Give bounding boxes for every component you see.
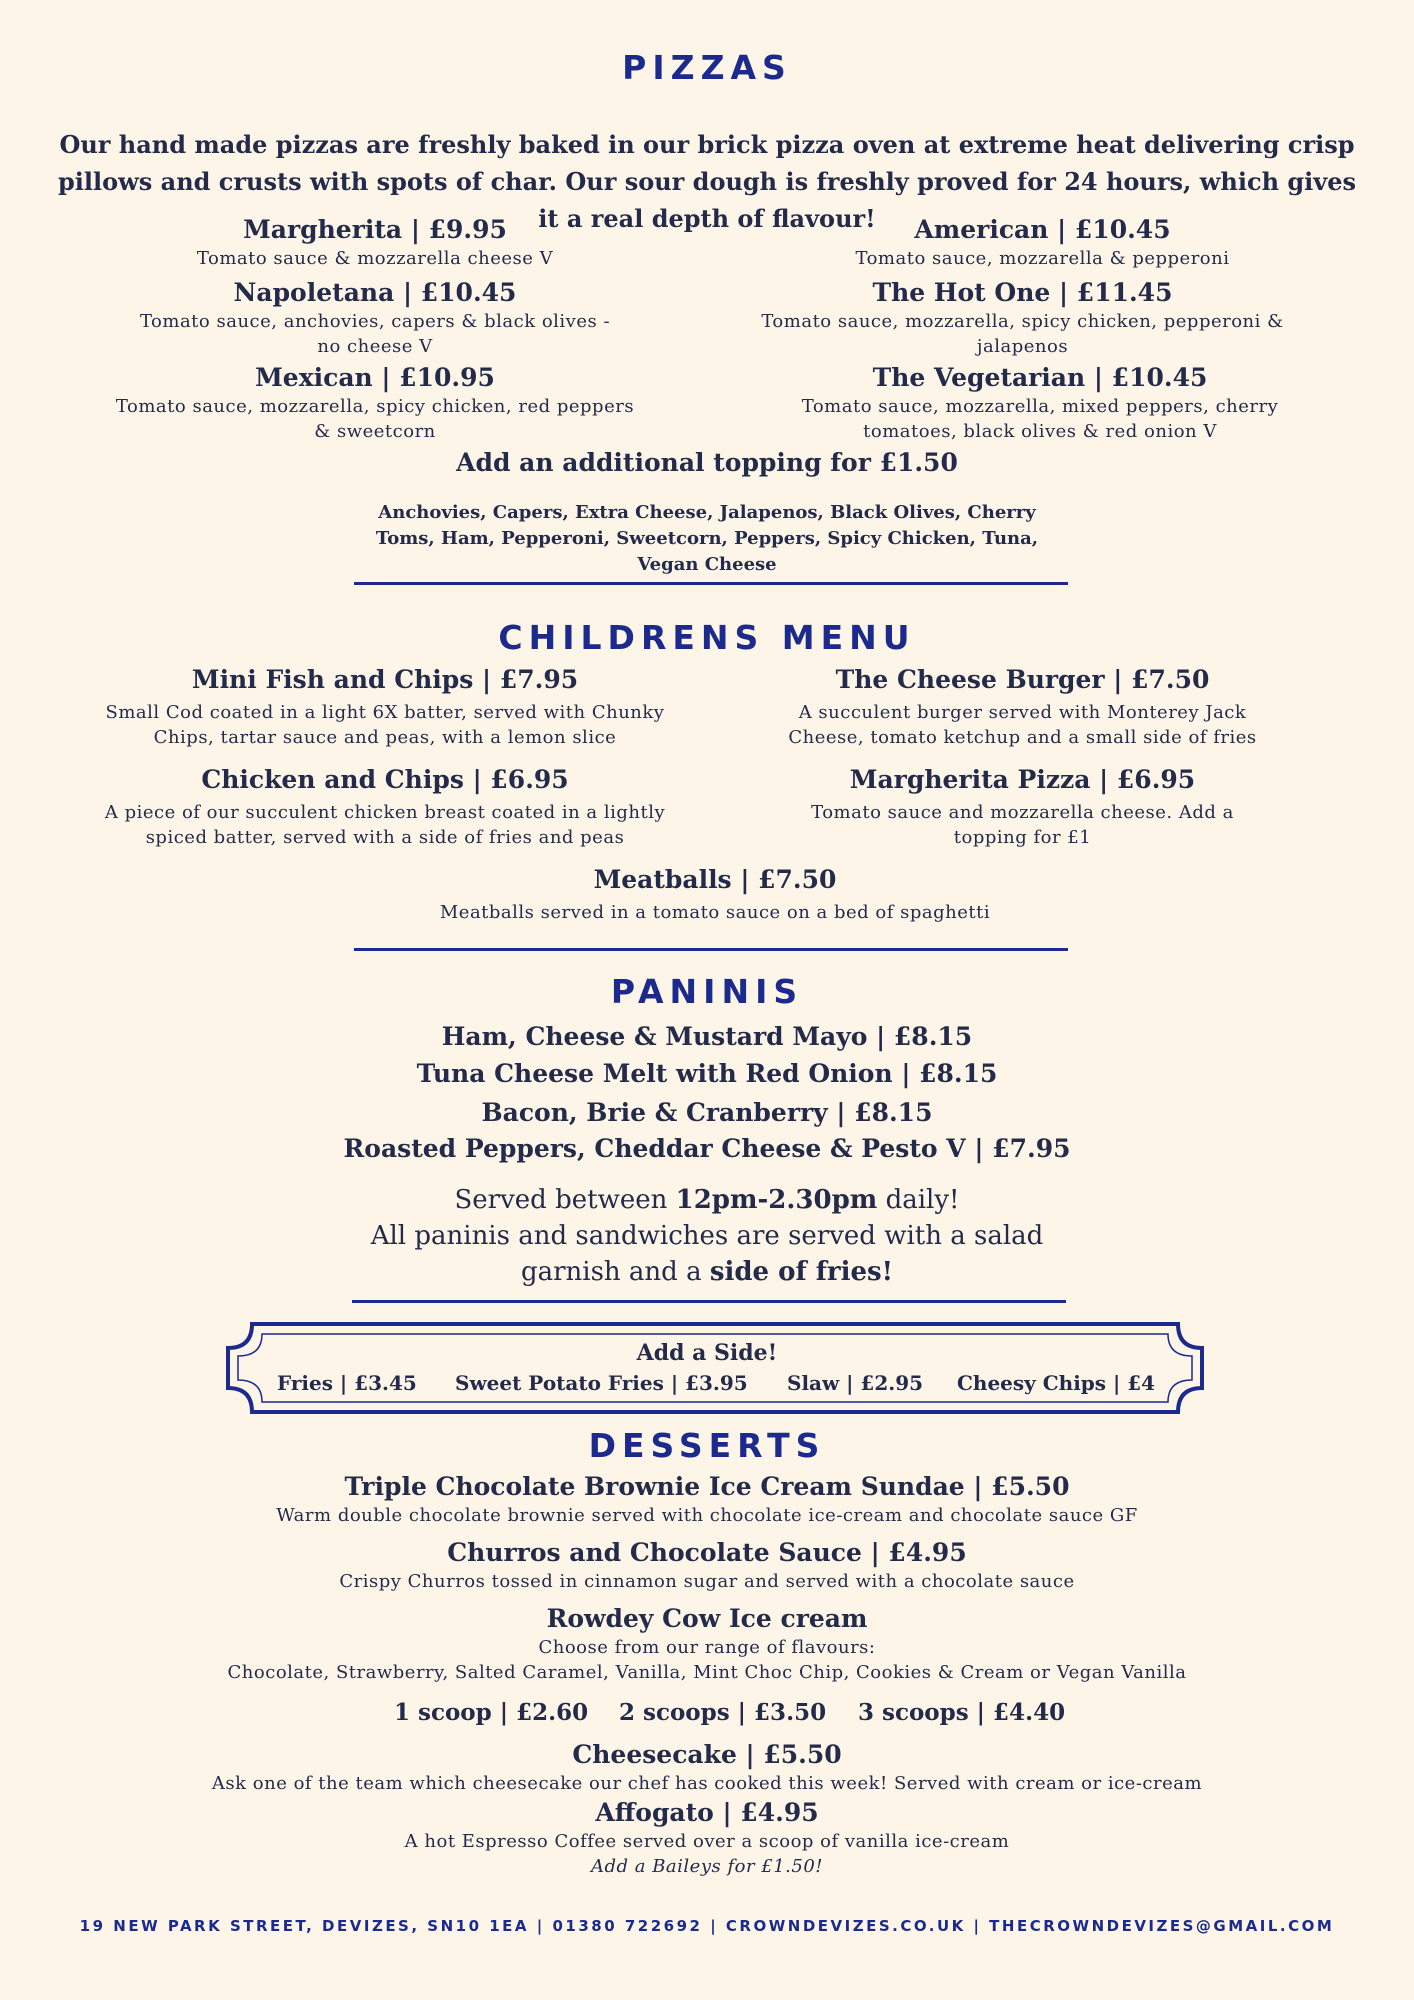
side-item: Cheesy Chips | £4 [957, 1371, 1156, 1395]
item-desc: Tomato sauce, mozzarella, spicy chicken, red peppers & sweetcorn [115, 396, 635, 442]
dessert-cheesecake [0, 1739, 1414, 1796]
footer-contact: 19 NEW PARK STREET, DEVIZES, SN10 1EA | 01380 722692 | CROWNDEVIZES.CO.UK | THECROWNDEVIZES@GMAIL.COM [79, 1917, 1335, 1935]
served-line: garnish and a side of fries! [520, 1257, 894, 1287]
panini-item: Tuna Cheese Melt with Red Onion | £8.15 [416, 1059, 998, 1088]
item-name: Mini Fish and Chips | £7.95 [191, 665, 579, 694]
topping-heading: Add an additional topping for £1.50 [456, 448, 958, 477]
menu-item-chicken-chips [95, 764, 675, 850]
side-item: Fries | £3.45 [277, 1371, 417, 1395]
menu-item-hot-one [755, 277, 1290, 359]
item-desc: Ask one of the team which cheesecake our chef has cooked this week! Served with cream or ice-cream [211, 1773, 1203, 1794]
item-name: Cheesecake | £5.50 [572, 1740, 842, 1769]
item-name: Margherita | £9.95 [243, 215, 507, 244]
item-name: American | £10.45 [914, 215, 1171, 244]
item-desc: Small Cod coated in a light 6X batter, served with Chunky Chips, tartar sauce and peas, with a lemon slice [105, 702, 665, 748]
item-name: Napoletana | £10.45 [233, 278, 517, 307]
pizzas-intro: Our hand made pizzas are freshly baked in our brick pizza oven at extreme heat delivering crisp pillows and crusts with spots of char. Our sour dough is freshly proved for 24 hours, which gives it a real depth of flavour! [57, 130, 1356, 233]
menu-item-vegetarian [795, 362, 1285, 444]
item-desc: Tomato sauce, mozzarella & pepperoni [855, 248, 1230, 269]
panini-item: Bacon, Brie & Cranberry | £8.15 [481, 1098, 933, 1127]
item-desc: Chocolate, Strawberry, Salted Caramel, Vanilla, Mint Choc Chip, Cookies & Cream or Vegan Vanilla [227, 1662, 1187, 1683]
item-name: Meatballs | £7.50 [593, 865, 837, 894]
menu-item-margherita [115, 214, 635, 271]
menu-item-cheese-burger [775, 664, 1270, 750]
menu-item-napoletana [130, 277, 620, 359]
side-item: Sweet Potato Fries | £3.95 [455, 1371, 748, 1395]
sides-heading: Add a Side! [636, 1340, 778, 1366]
item-name: Rowdey Cow Ice cream [546, 1604, 868, 1633]
item-name: Mexican | £10.95 [255, 363, 495, 392]
item-desc: Tomato sauce and mozzarella cheese. Add a topping for £1 [811, 802, 1234, 848]
dessert-brownie [0, 1471, 1414, 1528]
item-name: The Hot One | £11.45 [872, 278, 1173, 307]
menu-item-meatballs [300, 864, 1130, 925]
panini-item: Ham, Cheese & Mustard Mayo | £8.15 [441, 1022, 973, 1051]
item-name: Margherita Pizza | £6.95 [849, 765, 1196, 794]
item-desc: A piece of our succulent chicken breast coated in a lightly spiced batter, served with a side of fries and peas [104, 802, 666, 848]
served-line: Served between 12pm-2.30pm daily! [454, 1185, 960, 1215]
divider [354, 582, 1068, 585]
item-desc: A hot Espresso Coffee served over a scoop of vanilla ice-cream [404, 1831, 1010, 1852]
item-note: Add a Baileys for £1.50! [590, 1856, 824, 1877]
item-name: Affogato | £4.95 [595, 1798, 819, 1827]
dessert-churros [0, 1537, 1414, 1594]
side-item: Slaw | £2.95 [787, 1371, 924, 1395]
panini-item: Roasted Peppers, Cheddar Cheese & Pesto V | £7.95 [343, 1134, 1071, 1163]
item-desc: A succulent burger served with Monterey Jack Cheese, tomato ketchup and a small side of fries [788, 702, 1257, 748]
paninis-heading: PANINIS [610, 972, 804, 1011]
item-desc: Warm double chocolate brownie served with chocolate ice-cream and chocolate sauce GF [276, 1505, 1138, 1526]
item-name: Triple Chocolate Brownie Ice Cream Sundae | £5.50 [344, 1472, 1070, 1501]
item-desc: Tomato sauce, anchovies, capers & black olives - no cheese V [139, 311, 611, 357]
item-name: The Cheese Burger | £7.50 [835, 665, 1210, 694]
pizzas-heading: PIZZAS [622, 48, 792, 87]
dessert-affogato [0, 1797, 1414, 1879]
divider [354, 948, 1068, 951]
served-note [0, 1182, 1414, 1290]
menu-item-american [760, 214, 1325, 271]
dessert-icecream [0, 1603, 1414, 1685]
scoop-price: 2 scoops | £3.50 [619, 1699, 827, 1726]
item-name: Churros and Chocolate Sauce | £4.95 [447, 1538, 967, 1567]
menu-item-margherita-pizza [790, 764, 1255, 850]
item-desc: Tomato sauce, mozzarella, mixed peppers, cherry tomatoes, black olives & red onion V [801, 396, 1279, 442]
item-desc: Choose from our range of flavours: [538, 1637, 876, 1658]
item-name: The Vegetarian | £10.45 [872, 363, 1208, 392]
menu-item-mexican [115, 362, 635, 444]
served-line: All paninis and sandwiches are served with a salad [370, 1221, 1044, 1251]
childrens-heading: CHILDRENS MENU [498, 618, 916, 657]
item-desc: Meatballs served in a tomato sauce on a bed of spaghetti [439, 902, 991, 923]
sides-frame [226, 1322, 1204, 1414]
desserts-heading: DESSERTS [588, 1426, 826, 1465]
scoop-price: 3 scoops | £4.40 [858, 1699, 1066, 1726]
toppings-list: Anchovies, Capers, Extra Cheese, Jalapenos, Black Olives, Cherry Toms, Ham, Pepperoni, Sweetcorn, Peppers, Spicy Chicken, Tuna, Vegan Cheese [375, 502, 1039, 575]
divider [352, 1300, 1066, 1303]
item-desc: Tomato sauce & mozzarella cheese V [196, 248, 554, 269]
scoop-price: 1 scoop | £2.60 [394, 1699, 589, 1726]
item-name: Chicken and Chips | £6.95 [201, 765, 569, 794]
item-desc: Crispy Churros tossed in cinnamon sugar and served with a chocolate sauce [339, 1571, 1075, 1592]
item-desc: Tomato sauce, mozzarella, spicy chicken, pepperoni & jalapenos [761, 311, 1284, 357]
menu-item-mini-fish [95, 664, 675, 750]
